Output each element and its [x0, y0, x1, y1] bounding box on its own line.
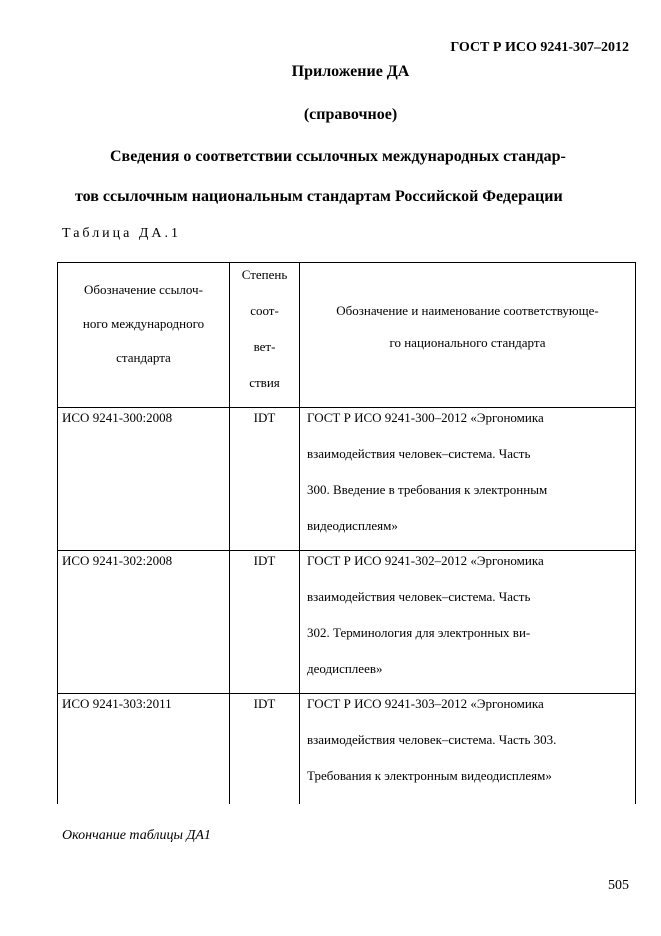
national-standard-title	[300, 408, 636, 551]
text-line: ГОСТ Р ИСО 9241-302–2012 «Эргономика	[307, 553, 544, 568]
text-line: 300. Введение в требования к электронным	[307, 482, 548, 497]
degree-of-correspondence: IDT	[230, 408, 300, 551]
header-line: Обозначение и наименование соответствующе-	[336, 303, 599, 318]
column-header-national-standard	[300, 263, 636, 408]
header-line: Обозначение ссылоч-	[84, 282, 203, 297]
international-standard-code: ИСО 9241-302:2008	[58, 551, 230, 694]
header-line: стандарта	[116, 350, 171, 365]
international-standard-code: ИСО 9241-303:2011	[58, 694, 230, 804]
national-standard-title	[300, 551, 636, 694]
text-line: взаимодействия человек–система. Часть	[307, 589, 531, 604]
header-line: вет-	[253, 339, 276, 354]
text-line: ГОСТ Р ИСО 9241-303–2012 «Эргономика	[307, 696, 544, 711]
text-line: ГОСТ Р ИСО 9241-300–2012 «Эргономика	[307, 410, 544, 425]
text-line: взаимодействия человек–система. Часть	[307, 446, 531, 461]
national-standard-title	[300, 694, 636, 804]
header-line: ного международного	[82, 316, 205, 331]
table-continuation-note: Окончание таблицы ДА1	[62, 828, 211, 843]
column-header-international-standard	[58, 263, 230, 408]
table-label: Таблица ДА.1	[62, 226, 182, 241]
header-line: ствия	[249, 375, 280, 390]
column-header-degree	[230, 263, 300, 408]
correspondence-table	[57, 262, 636, 804]
text-line: Требования к электронным видеодисплеям»	[307, 768, 552, 783]
degree-of-correspondence: IDT	[230, 694, 300, 804]
appendix-title: Приложение ДА	[291, 63, 410, 80]
document-code: ГОСТ Р ИСО 9241-307–2012	[450, 40, 629, 55]
appendix-subtitle: (справочное)	[303, 106, 398, 123]
text-line: 302. Терминология для электронных ви-	[307, 625, 531, 640]
section-heading-line-1: Сведения о соответствии ссылочных международных стандар-	[110, 148, 566, 165]
header-line: го национального стандарта	[389, 335, 546, 350]
table-row	[58, 408, 636, 551]
section-heading-line-2: тов ссылочным национальным стандартам Российской Федерации	[75, 188, 563, 205]
text-line: видеодисплеям»	[307, 518, 398, 533]
table-row	[58, 694, 636, 804]
degree-of-correspondence: IDT	[230, 551, 300, 694]
page-number: 505	[608, 878, 629, 893]
table-row	[58, 551, 636, 694]
table-header-row	[58, 263, 636, 408]
header-line: Степень	[241, 267, 288, 282]
text-line: взаимодействия человек–система. Часть 303.	[307, 732, 557, 747]
header-line: соот-	[250, 303, 279, 318]
text-line: деодисплеев»	[307, 661, 383, 676]
international-standard-code: ИСО 9241-300:2008	[58, 408, 230, 551]
